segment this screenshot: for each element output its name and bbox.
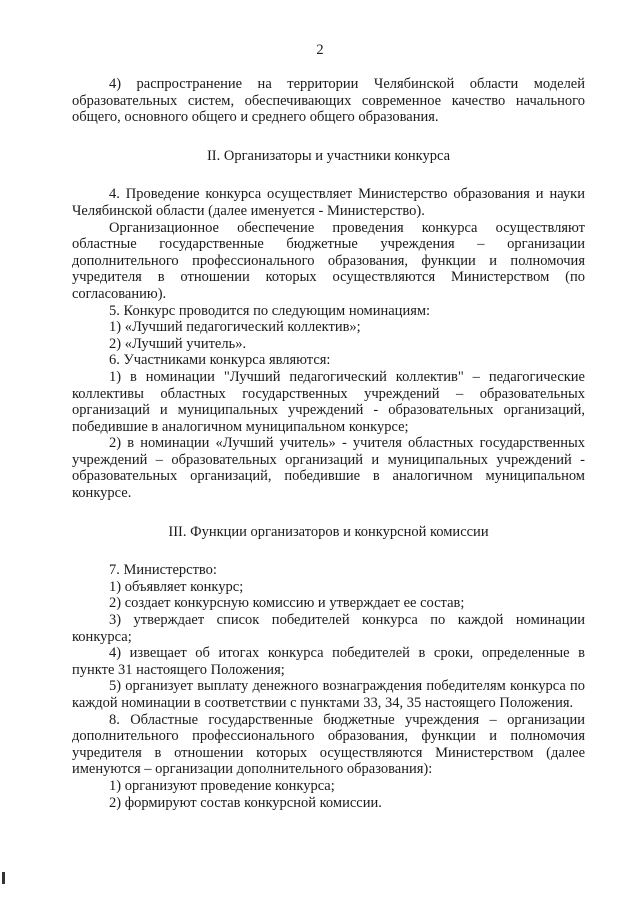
- scan-margin-mark: [2, 872, 5, 884]
- paragraph-1-4: 4) распространение на территории Челябинской области моделей образовательных систем, обеспечивающих современное качество начального общего, основного общего и среднего общего образования.: [72, 76, 585, 126]
- paragraph-7-2: 2) создает конкурсную комиссию и утверждает ее состав;: [109, 595, 465, 612]
- section-heading-3: III. Функции организаторов и конкурсной комиссии: [168, 523, 489, 540]
- paragraph-5-1: 1) «Лучший педагогический коллектив»;: [109, 319, 361, 336]
- paragraph-8-1: 1) организуют проведение конкурса;: [109, 777, 335, 794]
- paragraph-7-1: 1) объявляет конкурс;: [109, 578, 244, 595]
- paragraph-7-4: 4) извещает об итогах конкурса победителей в сроки, определенные в пункте 31 настоящего Положения;: [72, 645, 585, 678]
- paragraph-8-2: 2) формируют состав конкурсной комиссии.: [109, 794, 382, 811]
- page-number: 2: [316, 42, 324, 58]
- paragraph-6-2: 2) в номинации «Лучший учитель» - учителя областных государственных учреждений – образовательных организаций и муниципальных учреждений - образовательных организаций, победившие в аналогичном муниципальном конкурсе.: [72, 435, 585, 502]
- paragraph-6: 6. Участниками конкурса являются:: [109, 352, 331, 369]
- paragraph-4: 4. Проведение конкурса осуществляет Министерство образования и науки Челябинской области (далее именуется - Министерство).: [72, 186, 585, 219]
- paragraph-7-5: 5) организует выплату денежного вознаграждения победителям конкурса по каждой номинации в соответствии с пунктами 33, 34, 35 настоящего Положения.: [72, 678, 585, 711]
- paragraph-6-1: 1) в номинации "Лучший педагогический коллектив" – педагогические коллективы областных государственных учреждений – образовательных организаций и муниципальных учреждений - образовательных организаций, победившие в аналогичном муниципальном конкурсе;: [72, 368, 585, 435]
- paragraph-7-3: 3) утверждает список победителей конкурса по каждой номинации конкурса;: [72, 612, 585, 645]
- paragraph-4-organizational: Организационное обеспечение проведения конкурса осуществляют областные государственные бюджетные учреждения – организации дополнительного профессионального образования, функции и полномочия учредителя в отношении которых осуществляются Министерством (по согласованию).: [72, 219, 585, 302]
- paragraph-5: 5. Конкурс проводится по следующим номинациям:: [109, 302, 431, 319]
- paragraph-5-2: 2) «Лучший учитель».: [109, 335, 247, 352]
- document-body: [72, 76, 585, 811]
- section-heading-2: II. Организаторы и участники конкурса: [206, 147, 451, 164]
- paragraph-7: 7. Министерство:: [109, 562, 217, 579]
- paragraph-8: 8. Областные государственные бюджетные учреждения – организации дополнительного профессионального образования, функции и полномочия учредителя в отношении которых осуществляются Министерством (далее именуются – организации дополнительного образования):: [72, 711, 585, 778]
